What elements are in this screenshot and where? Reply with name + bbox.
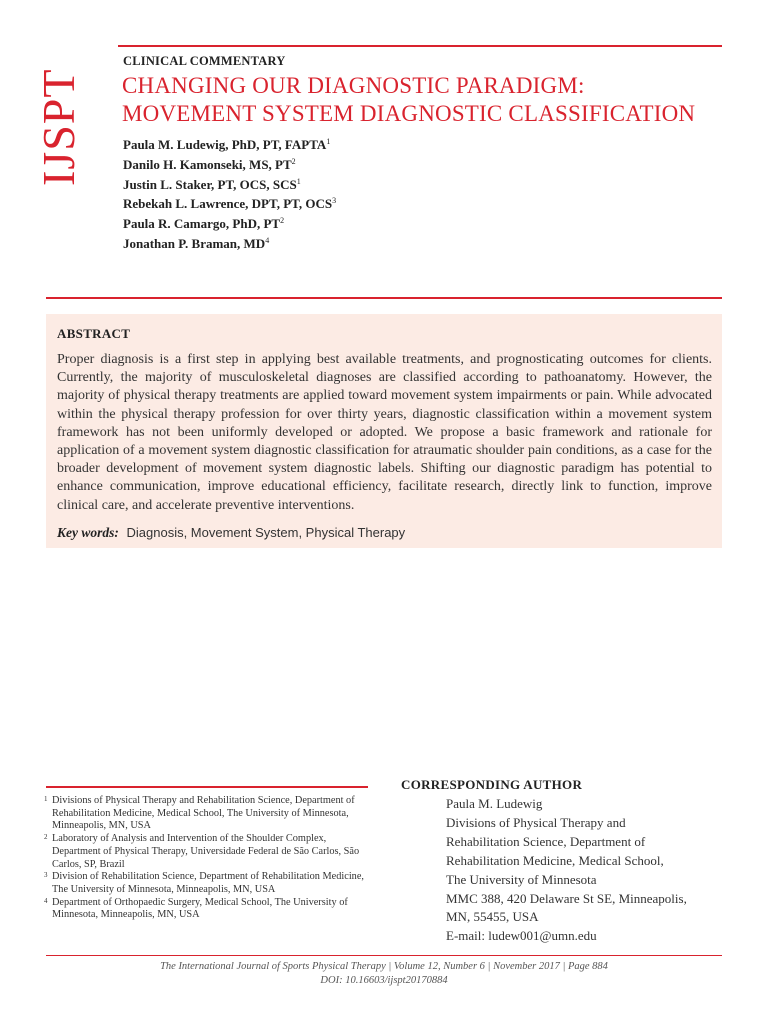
affiliation: 3 Division of Rehabilitation Science, Department of Rehabilitation Medicine, The University of Minnesota, Minneapolis, MN, USA <box>44 871 364 895</box>
affiliation-list <box>46 795 376 922</box>
corr-line: Rehabilitation Science, Department of <box>446 833 646 849</box>
corr-email[interactable]: E-mail: ludew001@umn.edu <box>446 928 597 944</box>
page-footer <box>46 960 722 988</box>
journal-logo <box>18 50 88 190</box>
article-title <box>122 72 722 128</box>
header-rule <box>118 45 722 47</box>
keywords-value: Diagnosis, Movement System, Physical Therapy <box>126 524 406 540</box>
abstract-heading: ABSTRACT <box>57 326 131 341</box>
title-line-2: MOVEMENT SYSTEM DIAGNOSTIC CLASSIFICATION <box>122 101 696 126</box>
author: Paula M. Ludewig, PhD, PT, FAPTA$^1$ <box>123 137 331 152</box>
footer-doi[interactable]: DOI: 10.16603/ijspt20170884 <box>320 975 448 986</box>
corr-line: MMC 388, 420 Delaware St SE, Minneapolis, <box>446 890 687 906</box>
footer-journal-line: The International Journal of Sports Physical Therapy | Volume 12, Number 6 | November 2017 | Page 884 <box>160 961 608 972</box>
abstract-box <box>46 314 722 548</box>
section-label: CLINICAL COMMENTARY <box>123 54 286 68</box>
journal-logo-text: IJSPT <box>33 68 84 186</box>
author: Paula R. Camargo, PhD, $PT^2$ <box>123 216 285 232</box>
corr-line: Paula M. Ludewig <box>446 796 543 811</box>
affiliations-rule <box>46 786 368 788</box>
abstract-rule <box>46 297 722 299</box>
author: Jonathan P. Braman, $MD^4$ <box>123 235 270 251</box>
corr-line: Rehabilitation Medicine, Medical School, <box>446 852 664 868</box>
keywords <box>57 525 712 541</box>
corresponding-author-heading: CORRESPONDING AUTHOR <box>401 777 583 792</box>
footer-rule <box>46 955 722 956</box>
corr-line: The University of Minnesota <box>446 871 597 887</box>
corr-line: MN, 55455, USA <box>446 909 539 925</box>
author: Rebekah L. Lawrence, DPT, PT, OCS$^3$ <box>123 196 337 212</box>
author-list <box>123 134 336 253</box>
corresponding-author-details <box>446 795 687 946</box>
corr-line: Divisions of Physical Therapy and <box>446 814 626 830</box>
affiliation: 4 Department of Orthopaedic Surgery, Medical School, The University of Minnesota, Minneapolis, MN, USA <box>44 896 348 921</box>
title-line-1: CHANGING OUR DIAGNOSTIC PARADIGM: <box>122 73 585 98</box>
keywords-label: Key words: <box>57 524 119 540</box>
author: Justin L. Staker, PT, OCS, SCS$^1$ <box>123 176 301 192</box>
author: Danilo H. Kamonseki, MS, $PT^2$ <box>123 156 296 172</box>
affiliation: 2 Laboratory of Analysis and Intervention of the Shoulder Complex, Department of Physical Therapy, Universidade Federal de São Carlos, São Carlos, SP, Brazil <box>44 833 360 870</box>
affiliation: 1 Divisions of Physical Therapy and Rehabilitation Science, Department of Rehabilitation Medicine, Medical School, The University of Minnesota, Minneapolis, MN, USA <box>44 795 355 832</box>
abstract-text: Proper diagnosis is a first step in applying best available treatments, and prognosticating outcomes for clients. Currently, the majority of musculoskeletal diagnoses are classified according to pathoanatomy. However, the majority of physical therapy treatments are applied toward movement system impairments or pain. While advocated within the physical therapy profession for over thirty years, diagnostic classification within a movement system framework has not been uniformly developed or adopted. We propose a basic framework and rationale for application of a movement system diagnostic classification for atraumatic shoulder pain conditions, as a case for the broader development of movement system diagnostic labels. Shifting our diagnostic paradigm has potential to enhance communication, improve educational efficiency, facilitate research, directly link to function, improve clinical care, and accelerate preventive interventions. <box>57 352 712 513</box>
